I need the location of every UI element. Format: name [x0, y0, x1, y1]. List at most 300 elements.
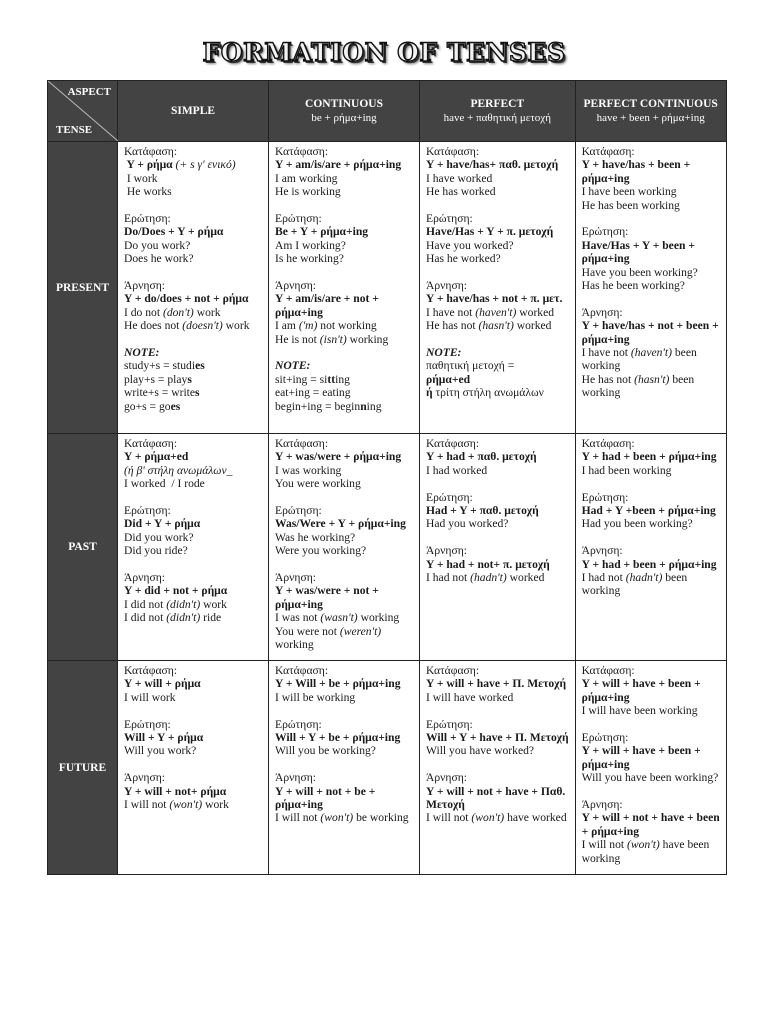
cell-line — [582, 558, 720, 571]
cell-text: Κατάφαση: — [124, 145, 178, 158]
cell-text: You were working — [275, 477, 361, 491]
cell-text: ing — [335, 372, 350, 386]
cell-text: Y + ρήμα — [124, 158, 176, 172]
cell-line — [426, 798, 569, 811]
cell-text: Had + Y + παθ. μετοχή — [426, 504, 539, 518]
cell-text: Had you worked? — [426, 517, 509, 531]
cell-line — [582, 584, 720, 597]
cell-line — [426, 279, 569, 292]
cell-text: Y + will + not + have + Παθ. — [426, 784, 566, 798]
row-present — [48, 142, 727, 434]
cell-text: Will you have been working? — [581, 771, 719, 785]
cell-text: I will not — [275, 811, 321, 825]
cell-text: Had you been working? — [581, 517, 693, 531]
cell-text: παθητική μετοχή = — [426, 359, 515, 373]
cell-text: ride — [200, 611, 222, 625]
cell-text: Did + Y + ρήμα — [124, 517, 201, 531]
cell-text: Κατάφαση: — [426, 664, 480, 677]
cell-text: Y + had + παθ. μετοχή — [426, 450, 537, 464]
cell-text: (didn't) — [166, 597, 201, 611]
cell-line — [275, 437, 413, 450]
cell-text: I did not — [124, 611, 167, 625]
cell-text: Ερώτηση: — [426, 717, 473, 731]
cell-line — [275, 638, 413, 651]
cell-text: Ερώτηση: — [581, 731, 629, 745]
line-gap — [275, 346, 413, 359]
cell-text: worked — [506, 571, 545, 585]
cell-line — [582, 704, 720, 717]
cell-text: Do/Does + Y + ρήμα — [124, 225, 224, 239]
cell-line — [275, 798, 413, 811]
cell-line — [582, 266, 720, 279]
cell-text: Did you work? — [124, 530, 194, 544]
cell-text: I was not — [275, 611, 321, 625]
cell-text: (won't) — [169, 798, 203, 812]
cell-line — [426, 691, 569, 704]
cell-line — [582, 744, 720, 757]
cell-line — [426, 373, 569, 386]
cell-line — [275, 531, 413, 544]
cell-line — [426, 517, 569, 530]
cell-line — [124, 346, 262, 359]
cell-line — [275, 400, 413, 413]
cell-line — [275, 252, 413, 265]
cell-line — [426, 212, 569, 225]
cell-text: Κατάφαση: — [124, 664, 178, 677]
cell-line — [275, 718, 413, 731]
cell-line — [124, 145, 262, 158]
cell-text: es — [170, 399, 181, 413]
cell-text: Was/Were + Y + ρήμα+ing — [275, 517, 406, 531]
cell-text: (hadn't) — [625, 571, 663, 585]
cell-line — [275, 172, 413, 185]
cell-text: + ρήμα+ing — [581, 824, 640, 838]
cell-text: working — [581, 851, 621, 865]
cell-text: (don't) — [162, 305, 194, 319]
cell-line — [275, 306, 413, 319]
cell-text: Will + Y + be + ρήμα+ing — [275, 731, 401, 745]
cell-line — [582, 798, 720, 811]
cell-text: I have not — [581, 346, 631, 360]
cell-line — [426, 785, 569, 798]
cell-text: Άρνηση: — [426, 771, 467, 785]
cell-text: Y + have/has + been + — [581, 158, 691, 172]
cell-line — [124, 611, 262, 624]
cell-line — [582, 252, 720, 265]
cell-text: I was working — [275, 463, 342, 477]
cell-text: (weren't) — [339, 624, 382, 638]
cell-line — [124, 386, 262, 399]
cell-line — [426, 319, 569, 332]
cell-text: Y + have/has+ παθ. μετοχή — [426, 158, 559, 172]
cell-text: ρήμα+ing — [275, 798, 323, 812]
line-gap — [124, 491, 262, 504]
cell-text: (haven't) — [475, 305, 517, 319]
cell-text: s — [187, 372, 192, 386]
cell-line — [582, 239, 720, 252]
corner-header — [48, 81, 118, 142]
cell-line — [426, 158, 569, 171]
cell-line — [426, 145, 569, 158]
cell-text: I have been working — [581, 185, 677, 199]
cell-line — [275, 225, 413, 238]
cell-line — [124, 771, 262, 784]
cell-text: He has not — [581, 372, 635, 386]
cell-text: Ερώτηση: — [426, 490, 473, 504]
cell-text: Y + will + have + been + — [581, 677, 701, 691]
line-gap — [582, 292, 720, 305]
cell-present-perfect-continuous — [575, 142, 726, 434]
cell-line — [582, 825, 720, 838]
cell-text: τρίτη στήλη ανωμάλων — [432, 386, 544, 400]
tenses-table — [47, 80, 727, 875]
cell-text: Κατάφαση: — [275, 664, 329, 677]
cell-text: I will not — [124, 798, 170, 812]
cell-text: Y + am/is/are + ρήμα+ing — [275, 158, 402, 172]
cell-text: Y + had + not+ π. μετοχή — [426, 557, 550, 571]
cell-line — [426, 811, 569, 824]
line-gap — [124, 266, 262, 279]
cell-text: (haven't) — [630, 346, 672, 360]
cell-text: Κατάφαση: — [426, 437, 480, 450]
cell-text: Ερώτηση: — [275, 717, 322, 731]
line-gap — [426, 266, 569, 279]
cell-present-perfect — [420, 142, 576, 434]
cell-text: Y + will + not+ ρήμα — [124, 784, 227, 798]
cell-text: work — [200, 597, 227, 611]
cell-text: Y + will + have + been + — [581, 744, 701, 758]
cell-past-simple — [118, 434, 269, 661]
cell-present-continuous — [269, 142, 420, 434]
cell-text: NOTE: — [275, 359, 311, 373]
cell-text: (ή β' στήλη ανωμάλων_ — [124, 463, 233, 477]
cell-line — [275, 664, 413, 677]
cell-text: Ερώτηση: — [426, 212, 473, 226]
cell-line — [124, 359, 262, 372]
cell-text: ρήμα+ing — [275, 597, 323, 611]
cell-text: Did you ride? — [124, 544, 188, 558]
cell-line — [124, 677, 262, 690]
cell-text: Have/Has + Y + π. μετοχή — [426, 225, 554, 239]
cell-text: He is working — [275, 185, 341, 199]
cell-line — [124, 212, 262, 225]
cell-line — [426, 771, 569, 784]
cell-line — [275, 771, 413, 784]
cell-line — [582, 771, 720, 784]
cell-line — [275, 359, 413, 372]
cell-text: Has he worked? — [426, 252, 501, 266]
row-label-future: FUTURE — [48, 661, 118, 875]
cell-text: You were not — [275, 624, 340, 638]
column-title: CONTINUOUS — [305, 98, 383, 110]
cell-text: ή — [426, 386, 433, 400]
column-header-continuous — [269, 81, 420, 142]
cell-text: Will you work? — [124, 744, 197, 758]
cell-line — [426, 346, 569, 359]
cell-text: I had worked — [426, 463, 488, 477]
cell-line — [582, 758, 720, 771]
cell-line — [124, 400, 262, 413]
cell-text: He does not — [124, 319, 183, 333]
cell-line — [582, 359, 720, 372]
line-gap — [426, 333, 569, 346]
cell-text: Do you work? — [124, 238, 191, 252]
cell-text: Y + was/were + not + — [275, 584, 379, 598]
cell-line — [582, 225, 720, 238]
cell-future-simple — [118, 661, 269, 875]
cell-line — [426, 359, 569, 372]
cell-text: (doesn't) — [182, 319, 223, 333]
cell-line — [582, 491, 720, 504]
header-row — [48, 81, 727, 142]
cell-text: Κατάφαση: — [426, 145, 480, 158]
line-gap — [275, 491, 413, 504]
cell-text: Y + am/is/are + not + — [275, 292, 379, 306]
cell-text: Y + do/does + not + ρήμα — [124, 292, 249, 306]
cell-text: sit+ing = si — [275, 372, 328, 386]
cell-text: Have you worked? — [426, 238, 514, 252]
cell-text: Άρνηση: — [275, 279, 316, 293]
cell-text: Ερώτηση: — [581, 225, 629, 239]
cell-line — [275, 544, 413, 557]
cell-text: Άρνηση: — [124, 571, 165, 585]
cell-text: Κατάφαση: — [581, 664, 635, 677]
cell-line — [275, 598, 413, 611]
cell-line — [582, 172, 720, 185]
cell-text: Y + was/were + ρήμα+ing — [275, 450, 402, 464]
cell-line — [124, 225, 262, 238]
cell-future-perfect — [420, 661, 576, 875]
cell-line — [426, 464, 569, 477]
line-gap — [582, 212, 720, 225]
cell-text: Have/Has + Y + been + — [581, 238, 695, 252]
cell-line — [124, 450, 262, 463]
cell-text: Κατάφαση: — [581, 437, 635, 450]
line-gap — [124, 199, 262, 212]
cell-line — [124, 172, 262, 185]
line-gap — [124, 333, 262, 346]
cell-line — [582, 664, 720, 677]
cell-line — [275, 677, 413, 690]
row-label-past: PAST — [48, 434, 118, 661]
cell-line — [124, 504, 262, 517]
cell-line — [582, 838, 720, 851]
cell-text: ('m) — [298, 319, 318, 333]
cell-text: been — [662, 571, 688, 585]
cell-line — [426, 571, 569, 584]
cell-text: Is he working? — [275, 252, 344, 266]
cell-line — [582, 158, 720, 171]
cell-line — [426, 172, 569, 185]
cell-text: es — [195, 359, 205, 373]
cell-text: Will + Y + have + Π. Μετοχή — [426, 731, 569, 745]
line-gap — [124, 704, 262, 717]
cell-text: ρήμα+ing — [275, 305, 323, 319]
cell-line — [426, 292, 569, 305]
cell-line — [124, 531, 262, 544]
cell-present-simple — [118, 142, 269, 434]
cell-text: Will you have worked? — [426, 744, 535, 758]
cell-line — [275, 625, 413, 638]
cell-text: I will work — [124, 690, 176, 704]
cell-text: worked — [516, 305, 555, 319]
cell-text: Άρνηση: — [581, 798, 623, 812]
cell-line — [275, 212, 413, 225]
cell-text: Am I working? — [275, 238, 346, 252]
cell-text: I worked / I rode — [124, 477, 205, 491]
cell-line — [275, 731, 413, 744]
cell-text: Άρνηση: — [581, 305, 623, 319]
cell-line — [275, 464, 413, 477]
cell-text: Ερώτηση: — [124, 504, 171, 518]
cell-text: Άρνηση: — [124, 771, 165, 785]
cell-text: I had not — [581, 571, 626, 585]
cell-text: I am — [275, 319, 299, 333]
cell-line — [582, 450, 720, 463]
line-gap — [426, 704, 569, 717]
cell-line — [426, 544, 569, 557]
cell-past-perfect-continuous — [575, 434, 726, 661]
cell-text: (isn't) — [319, 332, 347, 346]
cell-text: Κατάφαση: — [124, 437, 178, 450]
cell-text: NOTE: — [124, 346, 160, 360]
cell-text: working — [581, 386, 621, 400]
cell-line — [124, 785, 262, 798]
cell-text: I had been working — [581, 463, 672, 477]
cell-line — [582, 333, 720, 346]
column-formula: be + ρήμα+ing — [311, 112, 377, 124]
cell-text: (won't) — [627, 838, 660, 852]
cell-line — [124, 571, 262, 584]
cell-line — [582, 517, 720, 530]
line-gap — [124, 758, 262, 771]
cell-line — [275, 145, 413, 158]
cell-line — [275, 477, 413, 490]
cell-line — [426, 744, 569, 757]
line-gap — [582, 718, 720, 731]
cell-line — [582, 199, 720, 212]
cell-line — [275, 785, 413, 798]
cell-text: work — [202, 798, 229, 812]
cell-text: I did not — [124, 597, 167, 611]
cell-future-continuous — [269, 661, 420, 875]
cell-text: Μετοχή — [426, 798, 465, 812]
cell-text: ρήμα+ed — [426, 372, 471, 386]
cell-text: play+s = play — [124, 372, 188, 386]
cell-line — [426, 185, 569, 198]
cell-text: Will + Y + ρήμα — [124, 731, 204, 745]
line-gap — [275, 199, 413, 212]
cell-text: work — [222, 319, 250, 333]
cell-text: be working — [353, 811, 409, 825]
cell-text: Y + will + ρήμα — [124, 677, 201, 691]
cell-text: ρήμα+ing — [581, 757, 630, 771]
cell-text: Does he work? — [124, 252, 194, 266]
cell-text: Ερώτηση: — [581, 490, 629, 504]
cell-text: (hadn't) — [470, 571, 507, 585]
cell-line — [275, 571, 413, 584]
cell-text: worked — [513, 319, 552, 333]
line-gap — [426, 758, 569, 771]
cell-line — [582, 464, 720, 477]
cell-text: Άρνηση: — [426, 279, 467, 293]
cell-line — [124, 373, 262, 386]
line-gap — [582, 477, 720, 490]
cell-line — [582, 279, 720, 292]
cell-line — [582, 373, 720, 386]
cell-line — [426, 664, 569, 677]
cell-text: Κατάφαση: — [275, 437, 329, 450]
cell-text: Y + will + not + have + been — [581, 811, 720, 825]
cell-text: working — [346, 332, 389, 346]
cell-text: (hasn't) — [478, 319, 514, 333]
cell-line — [275, 279, 413, 292]
cell-text: Have you been working? — [581, 265, 698, 279]
cell-line — [124, 718, 262, 731]
cell-line — [275, 450, 413, 463]
cell-line — [124, 306, 262, 319]
cell-text: have been — [659, 838, 710, 852]
cell-text: He works — [124, 185, 172, 199]
cell-text: working — [275, 638, 314, 652]
cell-text: Y + ρήμα+ed — [124, 450, 189, 464]
column-header-perfect-continuous — [575, 81, 726, 142]
cell-text: Had + Y +been + ρήμα+ing — [581, 504, 716, 518]
cell-text: NOTE: — [426, 346, 462, 360]
cell-text: study+s = studi — [124, 359, 196, 373]
cell-text: I do not — [124, 305, 163, 319]
cell-text: Ερώτηση: — [275, 212, 322, 226]
cell-line — [426, 252, 569, 265]
cell-text: go+s = go — [124, 399, 171, 413]
line-gap — [426, 477, 569, 490]
cell-line — [124, 731, 262, 744]
cell-line — [582, 346, 720, 359]
cell-line — [275, 517, 413, 530]
cell-line — [275, 319, 413, 332]
cell-line — [124, 691, 262, 704]
cell-line — [124, 292, 262, 305]
cell-text: Y + have/has + not + been + — [581, 319, 719, 333]
cell-line — [582, 386, 720, 399]
cell-text: n — [360, 399, 367, 413]
cell-line — [582, 731, 720, 744]
cell-text: Άρνηση: — [426, 544, 467, 558]
cell-line — [124, 239, 262, 252]
cell-text: have worked — [504, 811, 567, 825]
cell-text: Άρνηση: — [124, 279, 165, 293]
cell-line — [582, 677, 720, 690]
cell-text: work — [193, 305, 221, 319]
cell-line — [275, 811, 413, 824]
column-formula: have + been + ρήμα+ing — [596, 112, 705, 124]
cell-text: (wasn't) — [320, 611, 358, 625]
cell-text: (hasn't) — [634, 372, 670, 386]
cell-text: I will be working — [275, 690, 356, 704]
cell-text: ρήμα+ing — [581, 171, 630, 185]
cell-line — [275, 386, 413, 399]
cell-line — [124, 319, 262, 332]
cell-line — [582, 306, 720, 319]
cell-line — [582, 691, 720, 704]
cell-future-perfect-continuous — [575, 661, 726, 875]
cell-text: not working — [317, 319, 377, 333]
line-gap — [124, 558, 262, 571]
cell-text: I had not — [426, 571, 471, 585]
cell-line — [275, 185, 413, 198]
cell-line — [582, 811, 720, 824]
cell-text: I will have been working — [581, 704, 698, 718]
